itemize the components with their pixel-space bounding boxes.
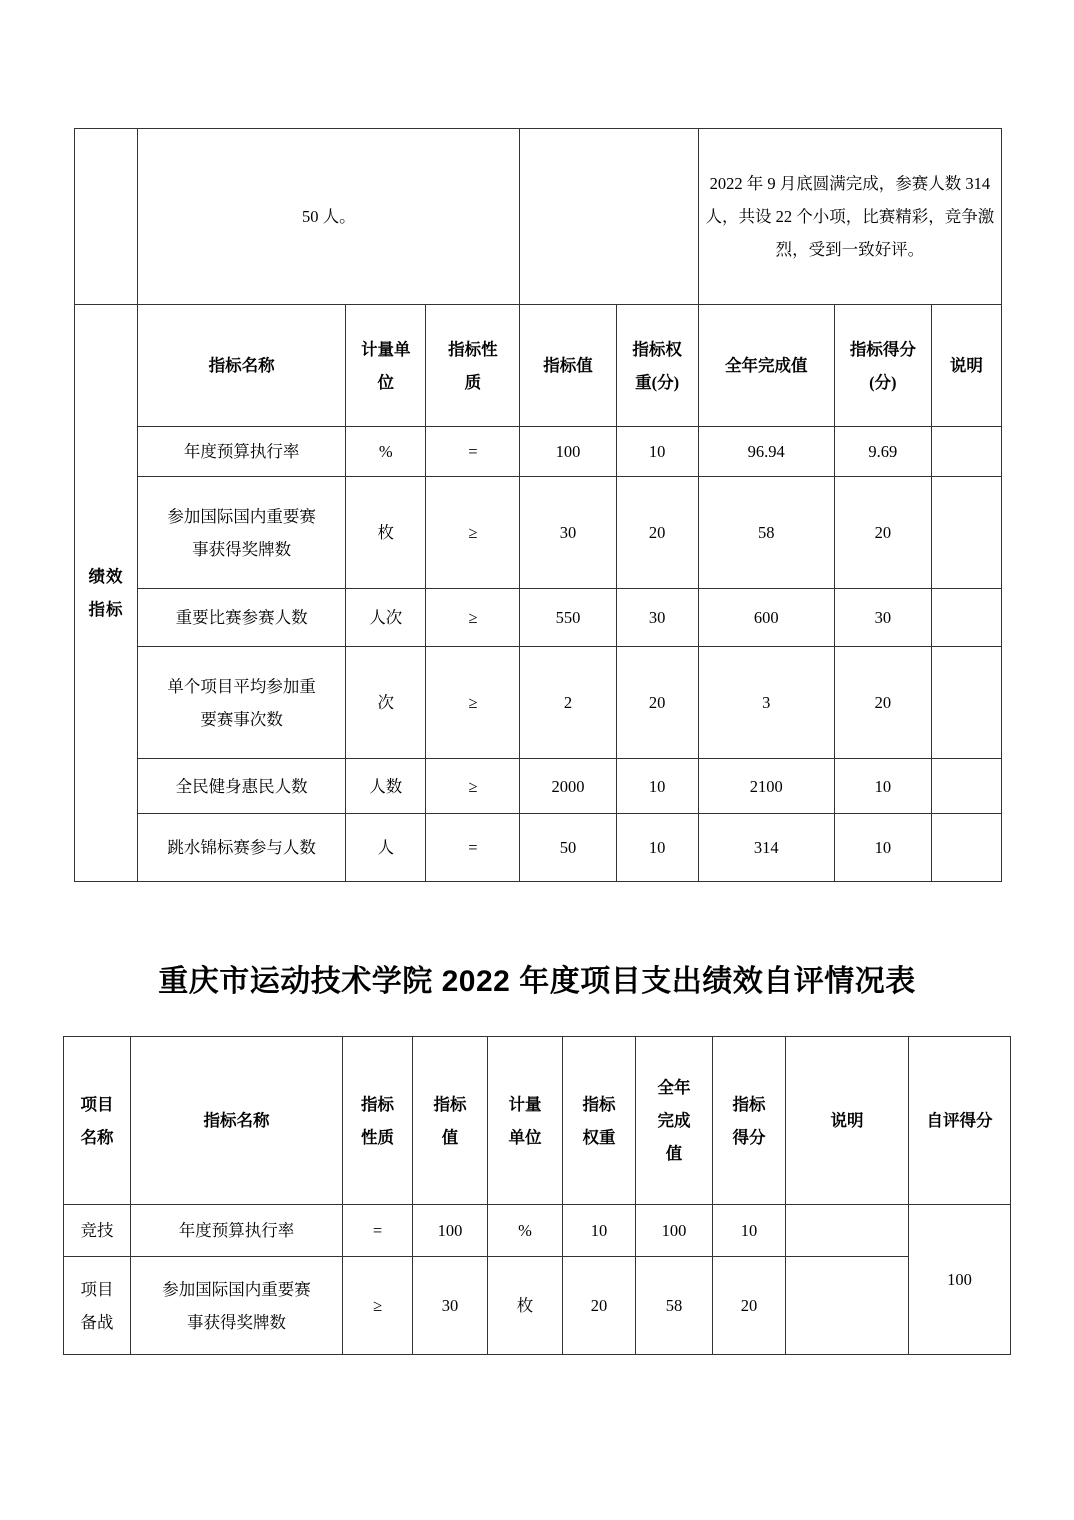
cell-project-name-part: 项目 备战 (64, 1257, 131, 1355)
column-header-nature: 指标性 质 (426, 305, 520, 427)
cell-nature: ≥ (426, 647, 520, 759)
cell-target-value: 2 (520, 647, 616, 759)
column-header-weight: 指标权 重(分) (616, 305, 698, 427)
cell-indicator-score: 10 (713, 1205, 786, 1257)
cell-indicator-name: 年度预算执行率 (131, 1205, 343, 1257)
cell-indicator-name: 单个项目平均参加重 要赛事次数 (138, 647, 346, 759)
cell-annual-actual: 100 (636, 1205, 713, 1257)
column-header-annual-actual: 全年 完成 值 (636, 1037, 713, 1205)
cell-unit: 人数 (346, 759, 426, 814)
self-evaluation-table-wrapper (63, 1036, 1011, 1355)
performance-indicator-table (74, 128, 1002, 882)
cell-weight: 20 (616, 647, 698, 759)
cell-indicator-name: 全民健身惠民人数 (138, 759, 346, 814)
cell-project-name-part: 竞技 (64, 1205, 131, 1257)
column-header-indicator-name: 指标名称 (131, 1037, 343, 1205)
cell-nature: = (343, 1205, 413, 1257)
cell-nature: ≥ (426, 477, 520, 589)
column-header-remark: 说明 (786, 1037, 909, 1205)
continuation-label-cell (75, 129, 138, 305)
continuation-result-cell: 2022 年 9 月底圆满完成，参赛人数 314 人，共设 22 个小项，比赛精彩，竞争激烈，受到一致好评。 (698, 129, 1001, 305)
cell-weight: 20 (616, 477, 698, 589)
cell-unit: % (346, 427, 426, 477)
column-header-target-value: 指标值 (520, 305, 616, 427)
cell-target-value: 30 (413, 1257, 488, 1355)
column-header-weight: 指标 权重 (563, 1037, 636, 1205)
cell-remark (931, 759, 1001, 814)
cell-remark (786, 1257, 909, 1355)
cell-target-value: 2000 (520, 759, 616, 814)
cell-indicator-name: 年度预算执行率 (138, 427, 346, 477)
cell-nature: ≥ (426, 589, 520, 647)
cell-annual-actual: 600 (698, 589, 834, 647)
cell-unit: 人 (346, 814, 426, 882)
cell-nature: = (426, 427, 520, 477)
cell-annual-actual: 3 (698, 647, 834, 759)
cell-nature: ≥ (426, 759, 520, 814)
cell-indicator-name: 跳水锦标赛参与人数 (138, 814, 346, 882)
column-header-indicator-score: 指标得分 (分) (834, 305, 931, 427)
cell-indicator-name: 参加国际国内重要赛 事获得奖牌数 (131, 1257, 343, 1355)
performance-indicator-table-wrapper (74, 128, 1002, 882)
column-header-indicator-name: 指标名称 (138, 305, 346, 427)
cell-remark (931, 589, 1001, 647)
cell-remark (786, 1205, 909, 1257)
column-header-target-value: 指标 值 (413, 1037, 488, 1205)
column-header-self-score: 自评得分 (909, 1037, 1011, 1205)
cell-annual-actual: 314 (698, 814, 834, 882)
cell-weight: 10 (563, 1205, 636, 1257)
table-row (75, 427, 1002, 477)
column-header-indicator-score: 指标 得分 (713, 1037, 786, 1205)
cell-indicator-score: 20 (713, 1257, 786, 1355)
cell-indicator-score: 30 (834, 589, 931, 647)
table-row (75, 129, 1002, 305)
cell-indicator-score: 20 (834, 647, 931, 759)
cell-annual-actual: 96.94 (698, 427, 834, 477)
continuation-target-cell: 50 人。 (138, 129, 520, 305)
cell-indicator-score: 20 (834, 477, 931, 589)
self-evaluation-table (63, 1036, 1011, 1355)
cell-nature: ≥ (343, 1257, 413, 1355)
column-header-unit: 计量 单位 (488, 1037, 563, 1205)
table-row (75, 759, 1002, 814)
page-title: 重庆市运动技术学院 2022 年度项目支出绩效自评情况表 (158, 965, 916, 998)
cell-indicator-score: 9.69 (834, 427, 931, 477)
column-header-annual-actual: 全年完成值 (698, 305, 834, 427)
cell-weight: 10 (616, 427, 698, 477)
cell-remark (931, 477, 1001, 589)
cell-unit: % (488, 1205, 563, 1257)
cell-unit: 枚 (488, 1257, 563, 1355)
cell-indicator-name: 重要比赛参赛人数 (138, 589, 346, 647)
table-row (75, 647, 1002, 759)
cell-weight: 10 (616, 759, 698, 814)
cell-annual-actual: 58 (636, 1257, 713, 1355)
table-row (75, 477, 1002, 589)
column-header-project-name: 项目 名称 (64, 1037, 131, 1205)
table-row (64, 1205, 1011, 1257)
cell-target-value: 100 (413, 1205, 488, 1257)
cell-unit: 次 (346, 647, 426, 759)
table-row (64, 1257, 1011, 1355)
cell-remark (931, 427, 1001, 477)
cell-self-score: 100 (909, 1205, 1011, 1355)
cell-remark (931, 647, 1001, 759)
column-header-nature: 指标 性质 (343, 1037, 413, 1205)
cell-target-value: 30 (520, 477, 616, 589)
cell-remark (931, 814, 1001, 882)
column-header-unit: 计量单 位 (346, 305, 426, 427)
cell-nature: = (426, 814, 520, 882)
cell-annual-actual: 58 (698, 477, 834, 589)
cell-indicator-name: 参加国际国内重要赛 事获得奖牌数 (138, 477, 346, 589)
table-header-row (75, 305, 1002, 427)
row-group-label-performance: 绩效指标 (75, 305, 138, 882)
cell-weight: 30 (616, 589, 698, 647)
cell-weight: 20 (563, 1257, 636, 1355)
cell-unit: 枚 (346, 477, 426, 589)
cell-annual-actual: 2100 (698, 759, 834, 814)
table-row (75, 589, 1002, 647)
cell-indicator-score: 10 (834, 759, 931, 814)
cell-unit: 人次 (346, 589, 426, 647)
cell-target-value: 100 (520, 427, 616, 477)
cell-target-value: 50 (520, 814, 616, 882)
continuation-blank-cell (520, 129, 698, 305)
cell-target-value: 550 (520, 589, 616, 647)
table-row (75, 814, 1002, 882)
table-header-row (64, 1037, 1011, 1205)
cell-weight: 10 (616, 814, 698, 882)
cell-indicator-score: 10 (834, 814, 931, 882)
column-header-remark: 说明 (931, 305, 1001, 427)
